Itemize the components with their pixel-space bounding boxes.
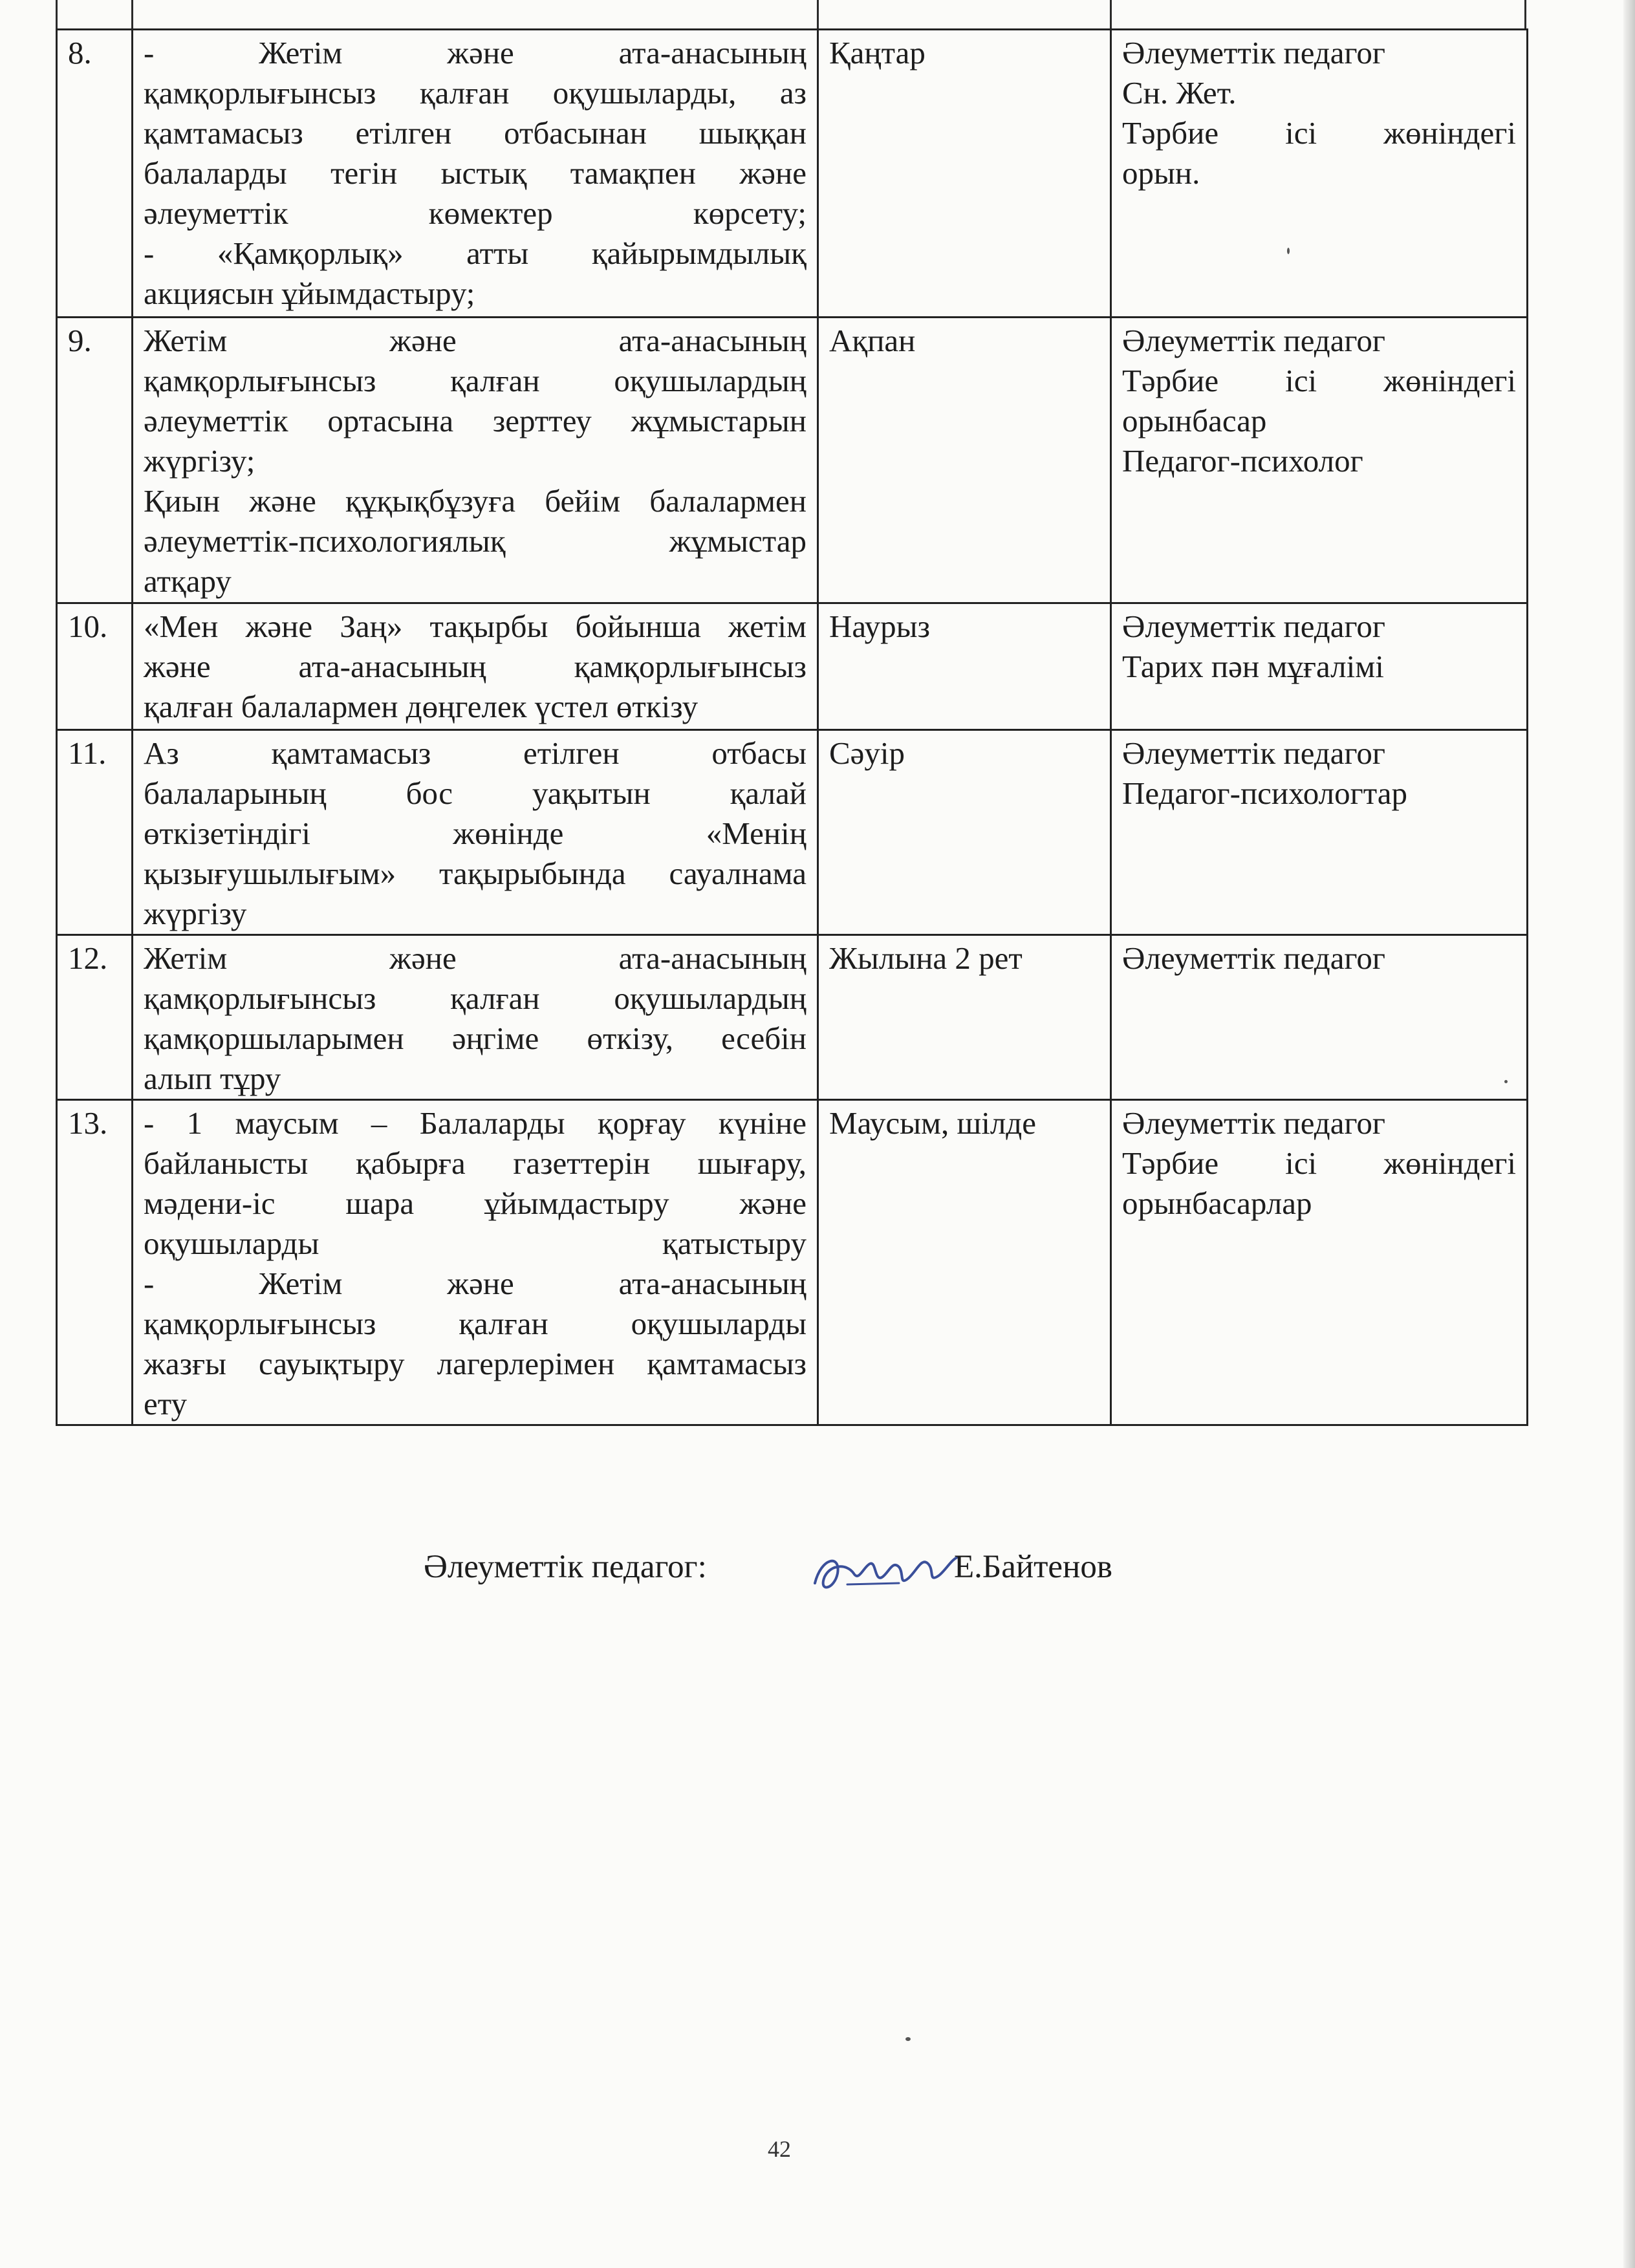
activity-line: әлеуметтік-психологиялық жұмыстар	[144, 523, 807, 559]
responsible-cell	[1111, 318, 1528, 603]
activity-line: алып тұру	[144, 1061, 281, 1096]
activity-line: әлеуметтік көмектер көрсету;	[144, 195, 807, 231]
responsible-cell	[1111, 935, 1528, 1100]
activity-line: өткізетіндігі жөнінде «Менің	[144, 815, 807, 851]
activity-line: жүргізу;	[144, 443, 255, 479]
activity-plan-table	[56, 28, 1528, 1426]
responsible-line: Сн. Жет.	[1122, 75, 1237, 111]
activity-cell	[133, 30, 818, 318]
row-number: 12.	[57, 935, 133, 1100]
deadline-cell: Ақпан	[818, 318, 1111, 603]
responsible-line: Әлеуметтік педагог	[1122, 323, 1385, 358]
activity-line: әлеуметтік ортасына зерттеу жұмыстарын	[144, 403, 807, 438]
plan-table-body	[57, 30, 1528, 1425]
activity-line: Қиын және құқықбұзуға бейім балалармен	[144, 483, 807, 519]
responsible-cell	[1111, 1100, 1528, 1425]
responsible-line: Тәрбие ісі жөніндегі	[1122, 363, 1516, 398]
responsible-line: Тәрбие ісі жөніндегі	[1122, 115, 1516, 151]
responsible-cell	[1111, 730, 1528, 935]
deadline-cell: Маусым, шілде	[818, 1100, 1111, 1425]
activity-line: - 1 маусым – Балаларды қорғау күніне	[144, 1105, 807, 1141]
page-number: 42	[768, 2136, 791, 2162]
activity-line: акциясын ұйымдастыру;	[144, 275, 475, 311]
row-number: 13.	[57, 1100, 133, 1425]
signature-role: Әлеуметтік педагог:	[424, 1549, 707, 1585]
activity-line: жүргізу	[144, 896, 247, 931]
deadline-cell: Сәуір	[818, 730, 1111, 935]
responsible-line: Педагог-психолог	[1122, 443, 1363, 479]
handwritten-signature	[802, 1538, 970, 1609]
activity-line: Жетім және ата-анасының	[144, 940, 807, 976]
activity-line: қамқорлығынсыз қалған оқушылардың	[144, 980, 807, 1016]
activity-cell	[133, 1100, 818, 1425]
deadline-cell: Наурыз	[818, 603, 1111, 730]
activity-line: оқушыларды қатыстыру	[144, 1226, 807, 1261]
responsible-cell	[1111, 603, 1528, 730]
activity-line: қамқорлығынсыз қалған оқушыларды, аз	[144, 75, 807, 111]
responsible-line: Тарих пән мұғалімі	[1122, 649, 1384, 684]
activity-line: балаларының бос уақытын қалай	[144, 775, 807, 811]
deadline-cell: Жылына 2 рет	[818, 935, 1111, 1100]
activity-line: қалған балалармен дөңгелек үстел өткізу	[144, 689, 698, 724]
activity-cell	[133, 730, 818, 935]
deadline-cell: Қаңтар	[818, 30, 1111, 318]
table-row	[57, 730, 1528, 935]
row-number: 8.	[57, 30, 133, 318]
previous-page-table-continuation	[56, 0, 1526, 30]
activity-line: - Жетім және ата-анасының	[144, 1266, 807, 1301]
scan-edge	[1623, 0, 1635, 2268]
activity-line: және ата-анасының қамқорлығынсыз	[144, 649, 807, 684]
table-row	[57, 30, 1528, 318]
activity-line: Аз қамтамасыз етілген отбасы	[144, 735, 807, 771]
activity-line: - Жетім және ата-анасының	[144, 35, 807, 70]
activity-line: қамқорлығынсыз қалған оқушылардың	[144, 363, 807, 398]
responsible-line: Әлеуметтік педагог	[1122, 735, 1385, 771]
table-row	[57, 1100, 1528, 1425]
responsible-line: орынбасар	[1122, 403, 1267, 438]
scan-speck	[1504, 1080, 1508, 1083]
activity-line: қамқорлығынсыз қалған оқушыларды	[144, 1306, 807, 1341]
activity-line: мәдени-іс шара ұйымдастыру және	[144, 1185, 807, 1221]
responsible-line: Тәрбие ісі жөніндегі	[1122, 1145, 1516, 1181]
signatory-name: Е.Байтенов	[954, 1549, 1112, 1585]
activity-line: ету	[144, 1386, 188, 1421]
responsible-line: Әлеуметтік педагог	[1122, 609, 1385, 644]
activity-line: балаларды тегін ыстық тамақпен және	[144, 155, 807, 191]
table-row	[57, 935, 1528, 1100]
activity-cell	[133, 603, 818, 730]
activity-line: атқару	[144, 563, 232, 599]
responsible-line: Педагог-психологтар	[1122, 775, 1407, 811]
row-number: 10.	[57, 603, 133, 730]
activity-line: - «Қамқорлық» атты қайырымдылық	[144, 235, 807, 271]
row-number: 11.	[57, 730, 133, 935]
activity-cell	[133, 935, 818, 1100]
row-number: 9.	[57, 318, 133, 603]
table-row	[57, 318, 1528, 603]
activity-line: Жетім және ата-анасының	[144, 323, 807, 358]
responsible-line: орын.	[1122, 155, 1200, 191]
scan-speck	[905, 2037, 911, 2041]
activity-line: байланысты қабырға газеттерін шығару,	[144, 1145, 807, 1181]
responsible-cell	[1111, 30, 1528, 318]
activity-line: қамқоршыларымен әңгіме өткізу, есебін	[144, 1021, 807, 1056]
activity-cell	[133, 318, 818, 603]
table-row	[57, 603, 1528, 730]
scan-speck	[1287, 248, 1290, 254]
activity-line: қамтамасыз етілген отбасынан шыққан	[144, 115, 807, 151]
responsible-line: Әлеуметтік педагог	[1122, 940, 1385, 976]
activity-line: қызығушылығым» тақырыбында сауалнама	[144, 856, 807, 891]
activity-line: «Мен және Заң» тақырбы бойынша жетім	[144, 609, 807, 644]
responsible-line: Әлеуметтік педагог	[1122, 1105, 1385, 1141]
activity-line: жазғы сауықтыру лагерлерімен қамтамасыз	[144, 1346, 807, 1381]
responsible-line: орынбасарлар	[1122, 1185, 1312, 1221]
responsible-line: Әлеуметтік педагог	[1122, 35, 1385, 70]
